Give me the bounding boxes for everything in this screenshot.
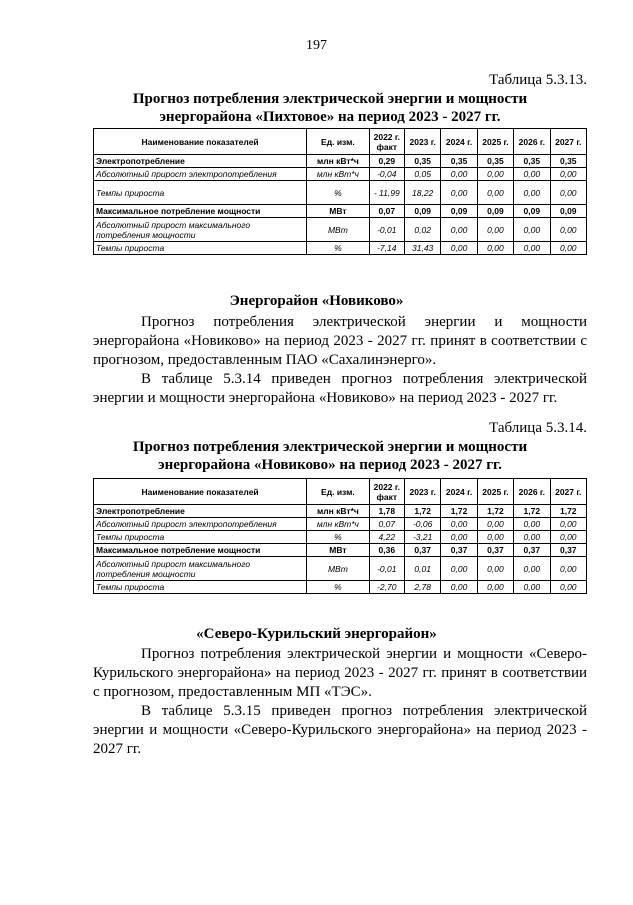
unit-cell: млн кВт*ч [307,168,369,181]
value-cell: 0,29 [369,155,404,168]
paragraph: Прогноз потребления электрической энергии и мощности «Северо-Курильского энергорайона» на период 2023 - 2027 гг. принят в соответствии с прогнозом, предоставленным МП «ТЭС». [93,646,587,700]
value-cell: 0,09 [404,205,440,218]
value-cell: 1,72 [514,505,550,518]
value-cell: 0,00 [514,518,550,531]
table-row [94,242,587,255]
table-row [94,181,587,205]
column-header: Ед. изм. [307,479,369,505]
column-header: 2024 г. [441,479,477,505]
value-cell: -0,01 [369,557,404,581]
row-label-cell: Абсолютный прирост максимального потребления мощности [94,218,307,242]
value-cell: -0,01 [369,218,404,242]
value-cell: 0,00 [550,242,586,255]
row-label-cell: Темпы прироста [94,242,307,255]
unit-cell: МВт [307,544,369,557]
column-header: 2022 г. факт [369,479,404,505]
table-row [94,518,587,531]
row-label-cell: Абсолютный прирост электропотребления [94,168,307,181]
value-cell: 0,35 [477,155,513,168]
unit-cell: % [307,531,369,544]
table-row [94,531,587,544]
unit-cell: млн кВт*ч [307,505,369,518]
value-cell: 0,37 [477,544,513,557]
page-number: 197 [306,38,327,53]
column-header: Ед. изм. [307,129,369,155]
value-cell: 4,22 [369,531,404,544]
value-cell: 0,00 [477,168,513,181]
value-cell: 0,00 [550,581,586,594]
column-header: Наименование показателей [94,479,307,505]
value-cell: 0,37 [441,544,477,557]
value-cell: 0,35 [441,155,477,168]
value-cell: 0,00 [441,181,477,205]
table-header-row [94,479,587,505]
value-cell: 0,00 [550,531,586,544]
value-cell: 1,78 [369,505,404,518]
value-cell: 0,07 [369,205,404,218]
value-cell: 0,02 [404,218,440,242]
value-cell: 0,00 [441,168,477,181]
value-cell: 0,37 [514,544,550,557]
value-cell: 0,35 [514,155,550,168]
value-cell: 0,00 [550,181,586,205]
row-label-cell: Темпы прироста [94,581,307,594]
value-cell: 1,72 [477,505,513,518]
table-row [94,581,587,594]
value-cell: -0,04 [369,168,404,181]
row-label-cell: Абсолютный прирост электропотребления [94,518,307,531]
value-cell: 0,00 [550,218,586,242]
table-row [94,168,587,181]
value-cell: 0,00 [514,218,550,242]
value-cell: 0,00 [550,557,586,581]
row-label-cell: Темпы прироста [94,531,307,544]
value-cell: 2,78 [404,581,440,594]
paragraph: В таблице 5.3.15 приведен прогноз потребления электрической энергии и мощности «Северо-Курильского энергорайона» на период 2023 - 2027 гг. [93,703,587,757]
table-caption-5-3-13: Таблица 5.3.13. [489,72,587,88]
column-header: 2027 г. [550,479,586,505]
column-header: 2023 г. [404,129,440,155]
value-cell: - 11,99 [369,181,404,205]
value-cell: 0,05 [404,168,440,181]
value-cell: 0,35 [550,155,586,168]
column-header: 2024 г. [441,129,477,155]
value-cell: 0,00 [441,242,477,255]
value-cell: 0,00 [514,168,550,181]
unit-cell: % [307,242,369,255]
value-cell: 31,43 [404,242,440,255]
value-cell: 18,22 [404,181,440,205]
value-cell: 0,00 [514,242,550,255]
value-cell: 0,00 [477,581,513,594]
value-cell: 0,07 [369,518,404,531]
value-cell: -3,21 [404,531,440,544]
column-header: 2025 г. [477,129,513,155]
paragraph: В таблице 5.3.14 приведен прогноз потребления электрической энергии и мощности энергорайона «Новиково» на период 2023 - 2027 гг. [93,371,587,406]
unit-cell: МВт [307,205,369,218]
unit-cell: МВт [307,218,369,242]
row-label-cell: Темпы прироста [94,181,307,205]
value-cell: 0,00 [550,168,586,181]
paragraph: Прогноз потребления электрической энергии и мощности энергорайона «Новиково» на период 2023 - 2027 гг. принят в соответствии с прогнозом, предоставленным ПАО «Сахалинэнерго». [93,314,587,368]
table-row [94,155,587,168]
value-cell: 0,35 [404,155,440,168]
column-header: 2023 г. [404,479,440,505]
unit-cell: % [307,181,369,205]
unit-cell: % [307,581,369,594]
forecast-table-novikovo [93,478,587,594]
value-cell: -0,06 [404,518,440,531]
forecast-table-pikhtovoe [93,128,587,255]
value-cell: 0,00 [441,531,477,544]
table-row [94,218,587,242]
column-header: 2026 г. [514,129,550,155]
table-title-5-3-14 [60,438,600,474]
table-row [94,505,587,518]
value-cell: 1,72 [441,505,477,518]
row-label-cell: Электропотребление [94,505,307,518]
value-cell: 0,00 [514,557,550,581]
table-caption-5-3-14: Таблица 5.3.14. [489,420,587,436]
row-label-cell: Электропотребление [94,155,307,168]
table-title-line: энергорайона «Пихтовое» на период 2023 - 2027 гг. [159,109,501,125]
table-row [94,557,587,581]
value-cell: 0,01 [404,557,440,581]
value-cell: 0,37 [404,544,440,557]
value-cell: 0,00 [550,518,586,531]
row-label-cell: Максимальное потребление мощности [94,205,307,218]
table-row [94,205,587,218]
value-cell: 0,00 [477,242,513,255]
column-header: 2027 г. [550,129,586,155]
value-cell: 1,72 [404,505,440,518]
value-cell: 0,00 [441,557,477,581]
value-cell: 1,72 [550,505,586,518]
unit-cell: МВт [307,557,369,581]
value-cell: 0,00 [477,518,513,531]
value-cell: 0,00 [514,181,550,205]
column-header: Наименование показателей [94,129,307,155]
row-label-cell: Максимальное потребление мощности [94,544,307,557]
table-row [94,544,587,557]
table-title-5-3-13 [60,90,600,126]
value-cell: 0,00 [477,531,513,544]
table-title-line: Прогноз потребления электрической энергии и мощности [132,91,528,107]
unit-cell: млн кВт*ч [307,155,369,168]
value-cell: 0,00 [477,218,513,242]
table-header-row [94,129,587,155]
table-title-line: энергорайона «Новиково» на период 2023 - 2027 гг. [158,457,502,473]
value-cell: 0,09 [441,205,477,218]
value-cell: 0,37 [550,544,586,557]
column-header: 2026 г. [514,479,550,505]
value-cell: -2,70 [369,581,404,594]
value-cell: 0,36 [369,544,404,557]
column-header: 2022 г. факт [369,129,404,155]
value-cell: 0,00 [514,531,550,544]
value-cell: 0,00 [477,557,513,581]
value-cell: 0,00 [441,581,477,594]
value-cell: 0,09 [550,205,586,218]
value-cell: -7,14 [369,242,404,255]
value-cell: 0,00 [441,518,477,531]
value-cell: 0,00 [514,581,550,594]
value-cell: 0,09 [477,205,513,218]
table-title-line: Прогноз потребления электрической энергии и мощности [132,439,528,455]
section-heading-novikovo: Энергорайон «Новиково» [229,293,404,309]
row-label-cell: Абсолютный прирост максимального потребления мощности [94,557,307,581]
section-heading-severo-kurilsky: «Северо-Курильский энергорайон» [196,626,437,642]
value-cell: 0,09 [514,205,550,218]
column-header: 2025 г. [477,479,513,505]
value-cell: 0,00 [441,218,477,242]
unit-cell: млн кВт*ч [307,518,369,531]
value-cell: 0,00 [477,181,513,205]
